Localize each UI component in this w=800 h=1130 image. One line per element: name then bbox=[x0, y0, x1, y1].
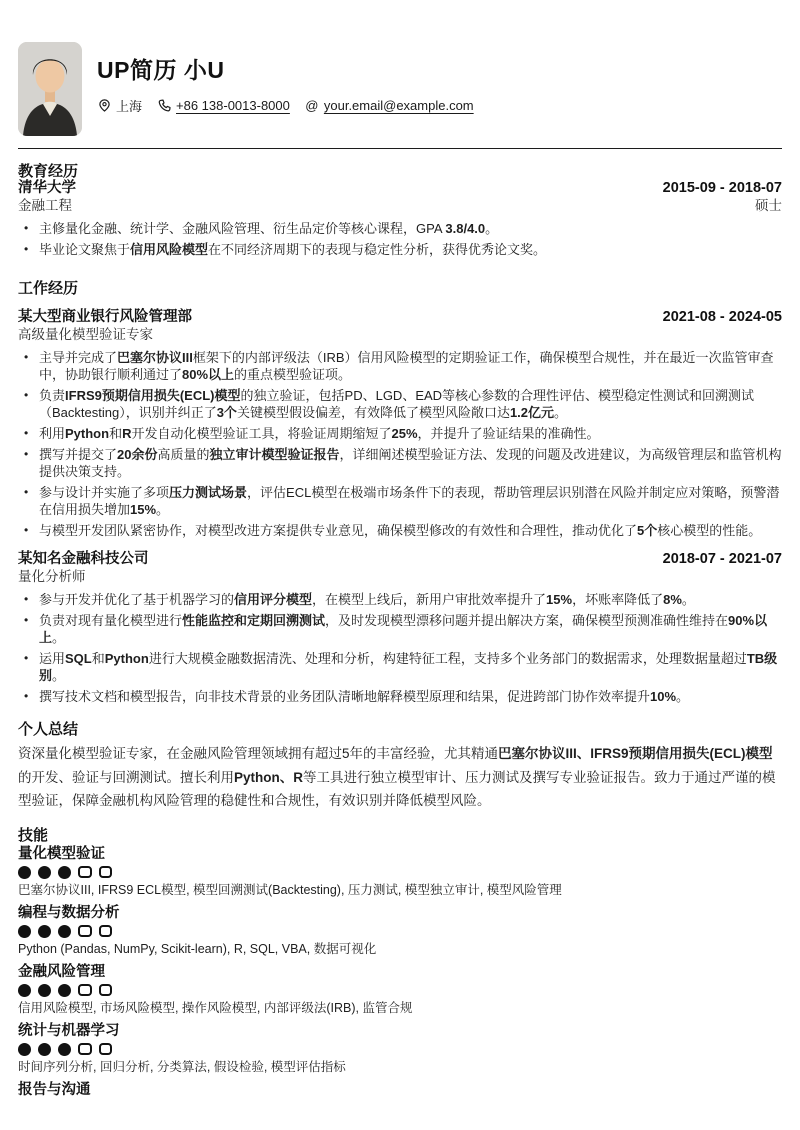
skill-name: 金融风险管理 bbox=[18, 963, 105, 980]
bullet-icon: • bbox=[24, 485, 29, 499]
job-block bbox=[18, 551, 782, 705]
location-item bbox=[97, 96, 142, 115]
skill-block bbox=[18, 1023, 782, 1074]
candidate-name: UP简历 小U bbox=[97, 57, 225, 83]
skill-dot-filled-icon bbox=[58, 1043, 71, 1056]
bullet-item bbox=[18, 349, 782, 383]
company-name: 某知名金融科技公司 bbox=[18, 551, 149, 567]
bullet-text: 负责对现有量化模型进行性能监控和定期回溯测试，及时发现模型漂移问题并提出解决方案，确保模型预测准确性维持在90%以上。 bbox=[39, 613, 768, 645]
bullet-icon: • bbox=[24, 221, 29, 235]
summary-text: 资深量化模型验证专家，在金融风险管理领域拥有超过5年的丰富经验，尤其精通巴塞尔协议III、IFRS9预期信用损失(ECL)模型的开发、验证与回溯测试。擅长利用Python、R等工具进行独立模型审计、压力测试及撰写专业验证报告。致力于通过严谨的模型验证，保障金融机构风险管理的稳健性和合规性，有效识别并降低模型风险。 bbox=[18, 746, 776, 808]
skill-block bbox=[18, 964, 782, 1015]
school-name: 清华大学 bbox=[18, 180, 76, 196]
education-bullets bbox=[18, 220, 782, 258]
bullet-icon: • bbox=[24, 613, 29, 627]
education-dates: 2015-09 - 2018-07 bbox=[662, 180, 782, 196]
major: 金融工程 bbox=[18, 198, 72, 213]
bullet-icon: • bbox=[24, 651, 29, 665]
skill-dot-empty-icon bbox=[78, 1043, 92, 1056]
summary-title: 个人总结 bbox=[18, 721, 79, 738]
job-role: 量化分析师 bbox=[18, 569, 86, 584]
bullet-text: 主修量化金融、统计学、金融风险管理、衍生品定价等核心课程，GPA 3.8/4.0。 bbox=[39, 221, 499, 236]
location-text: 上海 bbox=[116, 99, 143, 114]
bullet-item bbox=[18, 241, 782, 258]
job-role-row bbox=[18, 568, 782, 585]
skill-level-dots bbox=[18, 1043, 782, 1056]
bullet-icon: • bbox=[24, 426, 29, 440]
bullet-item bbox=[18, 446, 782, 480]
skill-dot-filled-icon bbox=[18, 866, 31, 879]
skill-dot-empty-icon bbox=[99, 984, 113, 997]
bullet-icon: • bbox=[24, 388, 29, 402]
phone-link[interactable]: +86 138-0013-8000 bbox=[176, 98, 290, 113]
contact-row bbox=[97, 96, 474, 115]
skill-name: 报告与沟通 bbox=[18, 1081, 91, 1098]
skill-tags: 信用风险模型, 市场风险模型, 操作风险模型, 内部评级法(IRB), 监管合规 bbox=[18, 1000, 413, 1015]
profile-photo-placeholder bbox=[18, 42, 82, 136]
skill-dot-filled-icon bbox=[38, 925, 51, 938]
bullet-icon: • bbox=[24, 350, 29, 364]
skill-level-dots bbox=[18, 925, 782, 938]
degree: 硕士 bbox=[755, 198, 782, 213]
skill-dot-empty-icon bbox=[99, 1043, 113, 1056]
skill-name: 编程与数据分析 bbox=[18, 904, 120, 921]
job-role-row bbox=[18, 326, 782, 343]
email-link[interactable]: your.email@example.com bbox=[323, 98, 474, 113]
education-major-row bbox=[18, 197, 782, 214]
phone-icon bbox=[157, 99, 171, 113]
skill-dot-filled-icon bbox=[58, 984, 71, 997]
education-school-row bbox=[18, 180, 782, 197]
skill-dot-filled-icon bbox=[38, 1043, 51, 1056]
skill-dot-filled-icon bbox=[58, 866, 71, 879]
bullet-text: 与模型开发团队紧密协作，对模型改进方案提供专业意见，确保模型修改的有效性和合理性，推动优化了5个核心模型的性能。 bbox=[39, 523, 762, 538]
bullet-icon: • bbox=[24, 689, 29, 703]
education-title: 教育经历 bbox=[18, 163, 79, 180]
bullet-text: 运用SQL和Python进行大规模金融数据清洗、处理和分析，构建特征工程，支持多个业务部门的数据需求，处理数据量超过TB级别。 bbox=[39, 651, 778, 683]
skill-block bbox=[18, 905, 782, 956]
work-title: 工作经历 bbox=[18, 280, 79, 297]
skill-tags: Python (Pandas, NumPy, Scikit-learn), R, SQL, VBA, 数据可视化 bbox=[18, 941, 377, 956]
skill-dot-empty-icon bbox=[78, 925, 92, 938]
skill-dot-filled-icon bbox=[38, 984, 51, 997]
bullet-item bbox=[18, 591, 782, 608]
skill-dot-empty-icon bbox=[99, 866, 113, 879]
skill-list bbox=[18, 846, 782, 1115]
bullet-icon: • bbox=[24, 523, 29, 537]
bullet-text: 参与设计并实施了多项压力测试场景，评估ECL模型在极端市场条件下的表现，帮助管理层识别潜在风险并制定应对策略，预警潜在信用损失增加15%。 bbox=[39, 485, 780, 517]
bullet-item bbox=[18, 387, 782, 421]
job-dates: 2021-08 - 2024-05 bbox=[662, 309, 782, 325]
job-bullets bbox=[18, 591, 782, 705]
job-bullets bbox=[18, 349, 782, 539]
header-text bbox=[97, 42, 474, 136]
section-work bbox=[18, 280, 782, 705]
bullet-text: 主导并完成了巴塞尔协议III框架下的内部评级法（IRB）信用风险模型的定期验证工作，确保模型合规性，并在最近一次监管审查中，协助银行顺利通过了80%以上的重点模型验证项。 bbox=[39, 350, 774, 382]
skill-dot-filled-icon bbox=[18, 984, 31, 997]
bullet-text: 负责IFRS9预期信用损失(ECL)模型的独立验证，包括PD、LGD、EAD等核心参数的合理性评估、模型稳定性测试和回溯测试（Backtesting），识别并纠正了3个关键模型假设偏差，有效降低了模型风险敞口达1.2亿元。 bbox=[39, 388, 755, 420]
skill-block bbox=[18, 1082, 782, 1115]
bullet-text: 撰写技术文档和模型报告，向非技术背景的业务团队清晰地解释模型原理和结果，促进跨部门协作效率提升10%。 bbox=[39, 689, 690, 704]
phone-item bbox=[157, 98, 290, 113]
job-role: 高级量化模型验证专家 bbox=[18, 327, 153, 342]
skill-dot-empty-icon bbox=[78, 984, 92, 997]
bullet-item bbox=[18, 688, 782, 705]
skill-block bbox=[18, 846, 782, 897]
job-block bbox=[18, 309, 782, 539]
bullet-item bbox=[18, 425, 782, 442]
job-list bbox=[18, 309, 782, 705]
skill-level-dots bbox=[18, 866, 782, 879]
skill-name: 量化模型验证 bbox=[18, 845, 105, 862]
bullet-text: 撰写并提交了20余份高质量的独立审计模型验证报告，详细阐述模型验证方法、发现的问题及改进建议，为高级管理层和监管机构提供决策支持。 bbox=[39, 447, 782, 479]
skill-name: 统计与机器学习 bbox=[18, 1022, 120, 1039]
skill-dot-filled-icon bbox=[58, 925, 71, 938]
skills-title: 技能 bbox=[18, 826, 49, 844]
bullet-icon: • bbox=[24, 242, 29, 256]
skill-level-dots bbox=[18, 1102, 782, 1115]
skill-tags: 时间序列分析, 回归分析, 分类算法, 假设检验, 模型评估指标 bbox=[18, 1059, 346, 1074]
bullet-text: 利用Python和R开发自动化模型验证工具，将验证周期缩短了25%，并提升了验证结果的准确性。 bbox=[39, 426, 600, 441]
job-company-row bbox=[18, 309, 782, 326]
bullet-icon: • bbox=[24, 592, 29, 606]
profile-photo bbox=[18, 42, 82, 136]
bullet-item bbox=[18, 522, 782, 539]
bullet-item bbox=[18, 612, 782, 646]
bullet-item bbox=[18, 220, 782, 237]
resume-header bbox=[18, 0, 782, 136]
skill-dot-filled-icon bbox=[38, 866, 51, 879]
skill-level-dots bbox=[18, 984, 782, 997]
skill-tags: 巴塞尔协议III, IFRS9 ECL模型, 模型回溯测试(Backtesting), 压力测试, 模型独立审计, 模型风险管理 bbox=[18, 882, 562, 897]
location-pin-icon bbox=[97, 99, 111, 113]
section-summary bbox=[18, 721, 782, 813]
email-item bbox=[305, 98, 474, 113]
section-skills bbox=[18, 827, 782, 1115]
skill-dot-empty-icon bbox=[99, 925, 113, 938]
at-icon: @ bbox=[305, 98, 319, 113]
bullet-text: 参与开发并优化了基于机器学习的信用评分模型，在模型上线后，新用户审批效率提升了15%，坏账率降低了8%。 bbox=[39, 592, 695, 607]
bullet-item bbox=[18, 484, 782, 518]
bullet-item bbox=[18, 650, 782, 684]
job-dates: 2018-07 - 2021-07 bbox=[662, 551, 782, 567]
skill-dot-empty-icon bbox=[78, 866, 92, 879]
header-divider bbox=[18, 148, 782, 149]
bullet-text: 毕业论文聚焦于信用风险模型在不同经济周期下的表现与稳定性分析，获得优秀论文奖。 bbox=[39, 242, 547, 257]
bullet-icon: • bbox=[24, 447, 29, 461]
skill-dot-filled-icon bbox=[18, 1043, 31, 1056]
job-company-row bbox=[18, 551, 782, 568]
company-name: 某大型商业银行风险管理部 bbox=[18, 309, 192, 325]
skill-dot-filled-icon bbox=[18, 925, 31, 938]
section-education bbox=[18, 163, 782, 258]
